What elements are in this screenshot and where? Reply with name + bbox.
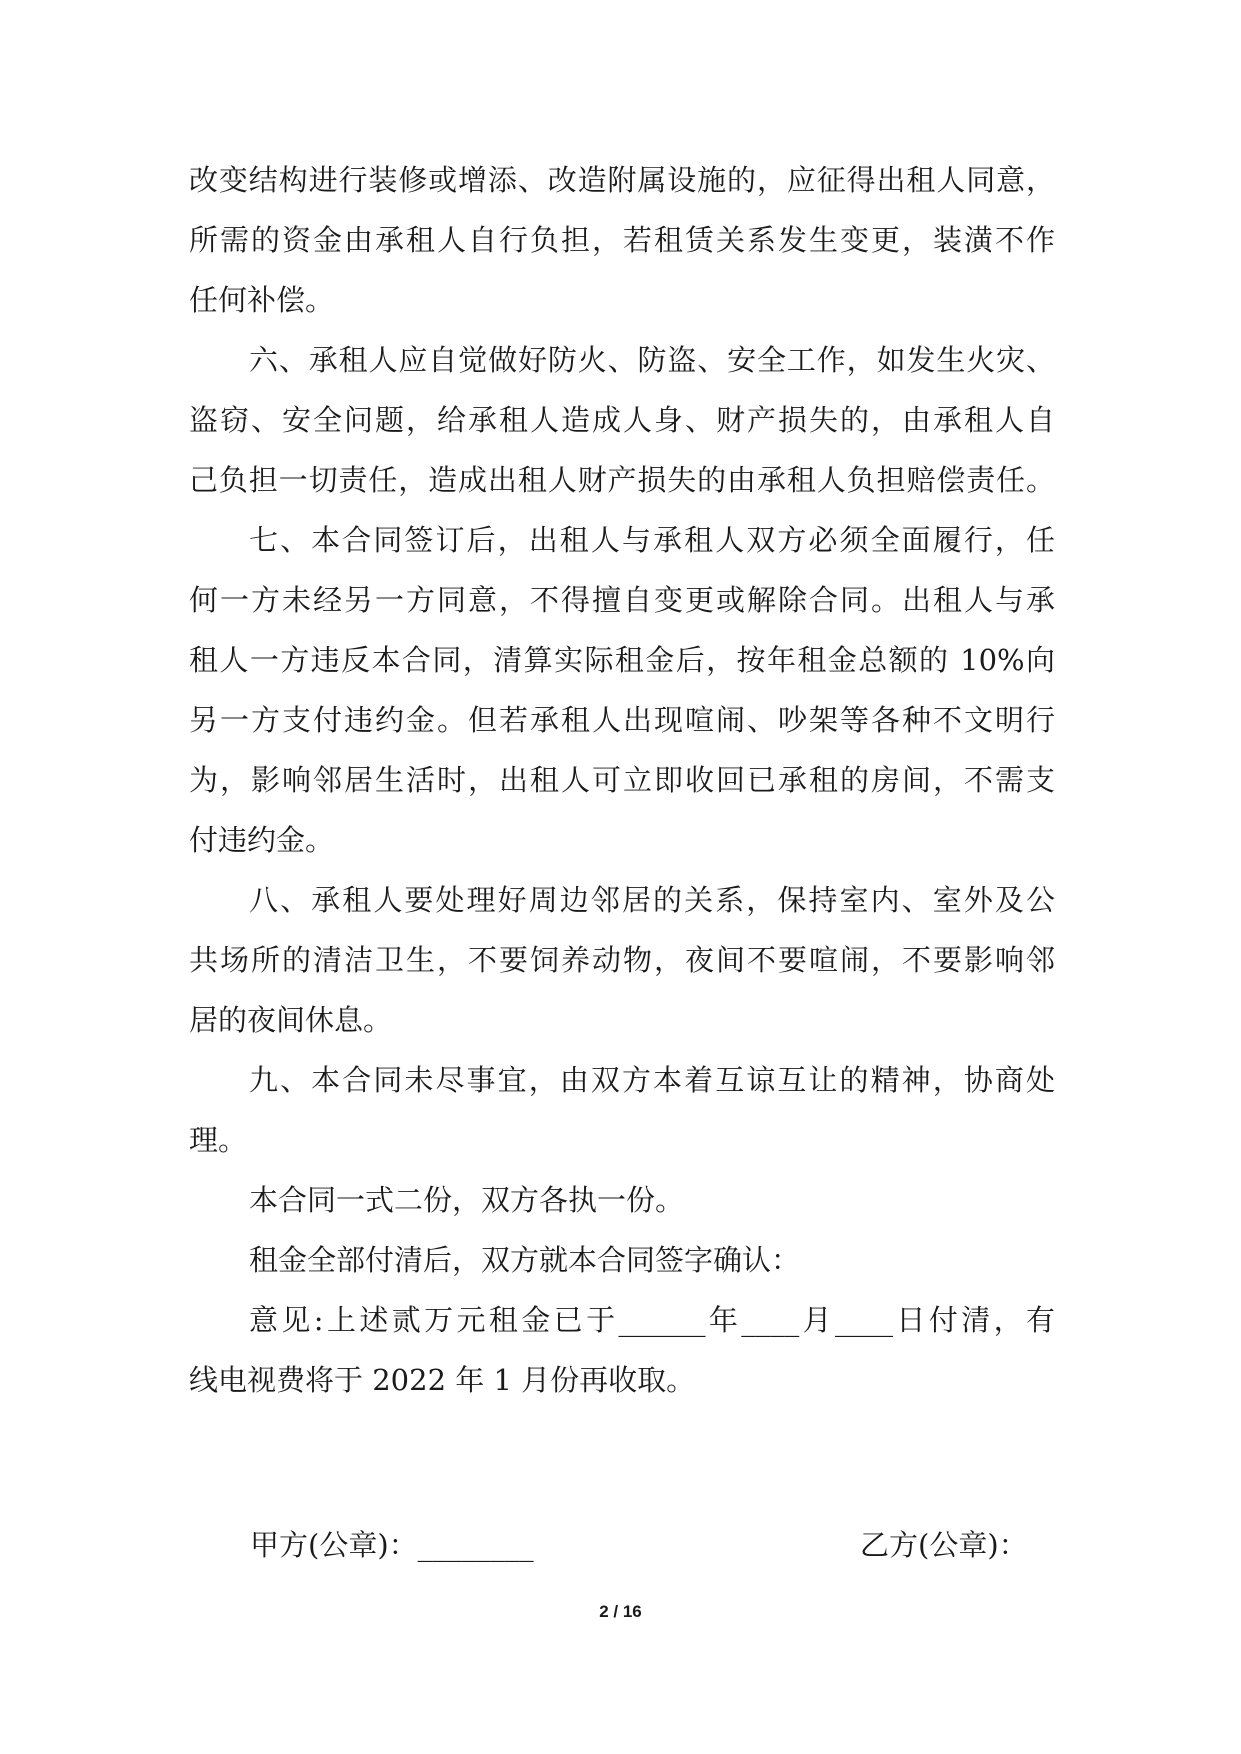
party-a-signature: 甲方(公章)：________ <box>250 1528 534 1562</box>
text-line: 理。 <box>189 1123 248 1157</box>
text-line: 六、承租人应自觉做好防火、防盗、安全工作，如发生火灾、 <box>249 343 1055 377</box>
text-line: 为，影响邻居生活时，出租人可立即收回已承租的房间，不需支 <box>189 763 1055 797</box>
text-line: 付违约金。 <box>189 823 335 857</box>
party-b-signature: 乙方(公章)： <box>860 1528 1028 1562</box>
text-line: 意见:上述贰万元租金已于______年____月____日付清，有 <box>249 1303 1055 1337</box>
text-line: 盗窃、安全问题，给承租人造成人身、财产损失的，由承租人自 <box>189 403 1055 437</box>
text-line: 线电视费将于 2022 年 1 月份再收取。 <box>189 1363 696 1397</box>
text-line: 何一方未经另一方同意，不得擅自变更或解除合同。出租人与承 <box>189 583 1055 617</box>
text-line: 租人一方违反本合同，清算实际租金后，按年租金总额的 10%向 <box>189 643 1055 677</box>
text-line: 共场所的清洁卫生，不要饲养动物，夜间不要喧闹，不要影响邻 <box>189 943 1055 977</box>
text-line: 任何补偿。 <box>189 283 335 317</box>
text-line: 改变结构进行装修或增添、改造附属设施的，应征得出租人同意， <box>189 163 1055 197</box>
text-line: 租金全部付清后，双方就本合同签字确认： <box>249 1243 801 1277</box>
text-line: 本合同一式二份，双方各执一份。 <box>249 1183 685 1217</box>
text-line: 所需的资金由承租人自行负担，若租赁关系发生变更，装潢不作 <box>189 223 1055 257</box>
text-line: 居的夜间休息。 <box>189 1003 393 1037</box>
page-number: 2 / 16 <box>599 1602 642 1621</box>
text-line: 七、本合同签订后，出租人与承租人双方必须全面履行，任 <box>249 523 1055 557</box>
text-line: 己负担一切责任，造成出租人财产损失的由承租人负担赔偿责任。 <box>189 463 1055 497</box>
text-line: 九、本合同未尽事宜，由双方本着互谅互让的精神，协商处 <box>249 1063 1055 1097</box>
text-line: 另一方支付违约金。但若承租人出现喧闹、吵架等各种不文明行 <box>189 703 1055 737</box>
text-line: 八、承租人要处理好周边邻居的关系，保持室内、室外及公 <box>249 883 1055 917</box>
